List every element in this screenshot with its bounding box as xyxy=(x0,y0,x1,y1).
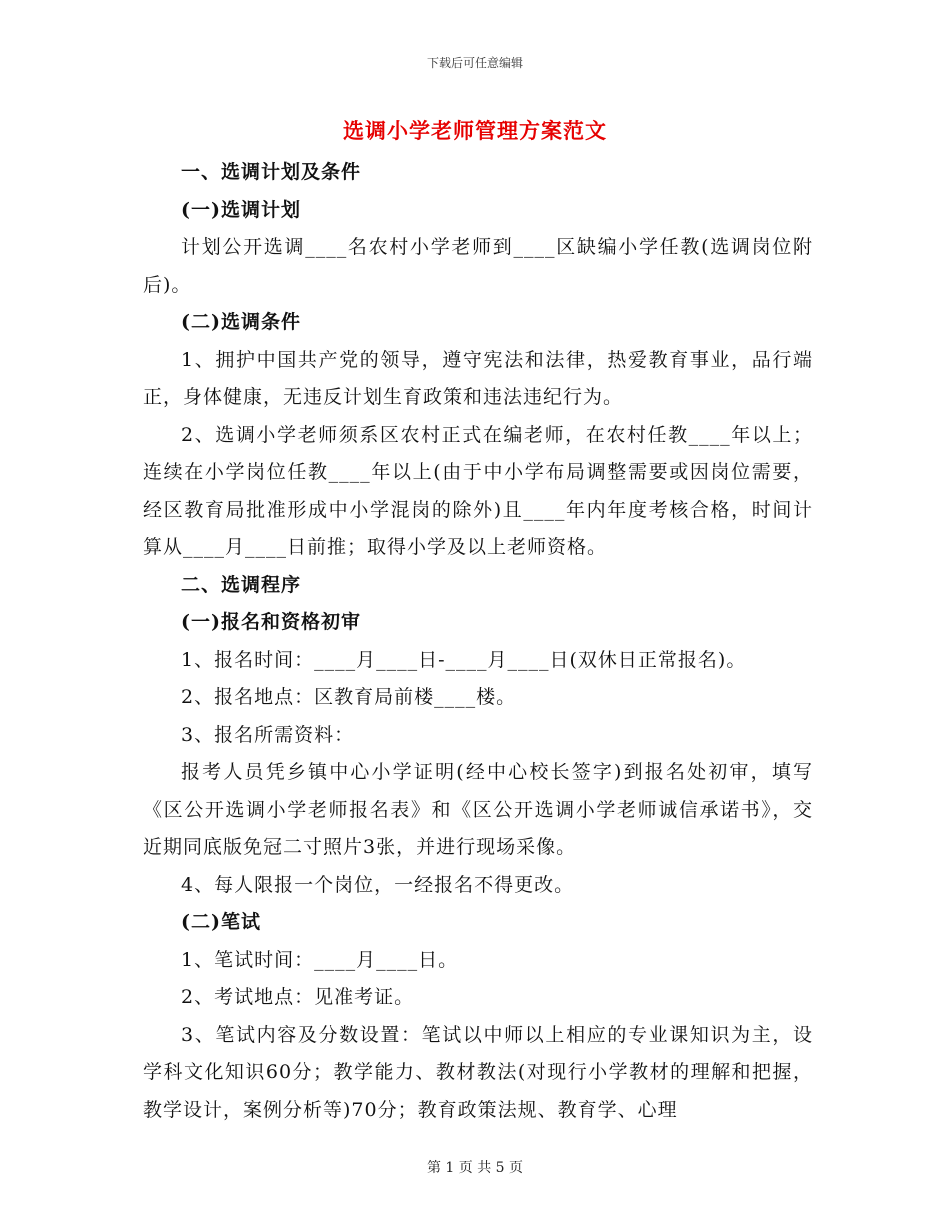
subsection-heading: (二)选调条件 xyxy=(181,311,301,333)
paragraph: 2、报名地点：区教育局前楼____楼。 xyxy=(181,686,517,708)
page-footer: 第 1 页 共 5 页 xyxy=(426,1160,524,1176)
paragraph: 1、报名时间：____月____日-____月____日(双休日正常报名)。 xyxy=(181,648,747,671)
paragraph: 计划公开选调____名农村小学老师到____区缺编小学任教(选调岗位附后)。 xyxy=(143,236,813,296)
paragraph: 报考人员凭乡镇中心小学证明(经中心校长签字)到报名处初审，填写《区公开选调小学老师报名表》和《区公开选调小学老师诚信承诺书》，交近期同底版免冠二寸照片3张，并进行现场采像。 xyxy=(143,761,813,858)
section-heading: 二、选调程序 xyxy=(181,573,302,596)
document-body xyxy=(143,154,813,1129)
paragraph: 1、拥护中国共产党的领导，遵守宪法和法律，热爱教育事业，品行端正，身体健康，无违反计划生育政策和违法违纪行为。 xyxy=(143,348,813,408)
subsection-heading: (一)报名和资格初审 xyxy=(181,611,361,633)
subsection-heading: (二)笔试 xyxy=(181,911,261,933)
paragraph: 3、报名所需资料： xyxy=(181,723,355,746)
header-note: 下载后可任意编辑 xyxy=(426,56,523,70)
document-title: 选调小学老师管理方案范文 xyxy=(343,118,607,143)
section-heading: 一、选调计划及条件 xyxy=(181,161,362,183)
paragraph: 3、笔试内容及分数设置：笔试以中师以上相应的专业课知识为主，设学科文化知识60分；教学能力、教材教法(对现行小学教材的理解和把握，教学设计，案例分析等)70分；教育政策法规、教育学、心理 xyxy=(143,1023,813,1121)
paragraph: 2、考试地点：见准考证。 xyxy=(181,986,415,1008)
subsection-heading: (一)选调计划 xyxy=(181,198,301,221)
paragraph: 2、选调小学老师须系区农村正式在编老师，在农村任教____年以上；连续在小学岗位任教____年以上(由于中小学布局调整需要或因岗位需要，经区教育局批准形成中小学混岗的除外)且____年内年度考核合格，时间计算从____月____日前推；取得小学及以上老师资格。 xyxy=(143,423,813,558)
paragraph: 1、笔试时间：____月____日。 xyxy=(181,948,459,971)
paragraph: 4、每人限报一个岗位，一经报名不得更改。 xyxy=(181,873,575,896)
